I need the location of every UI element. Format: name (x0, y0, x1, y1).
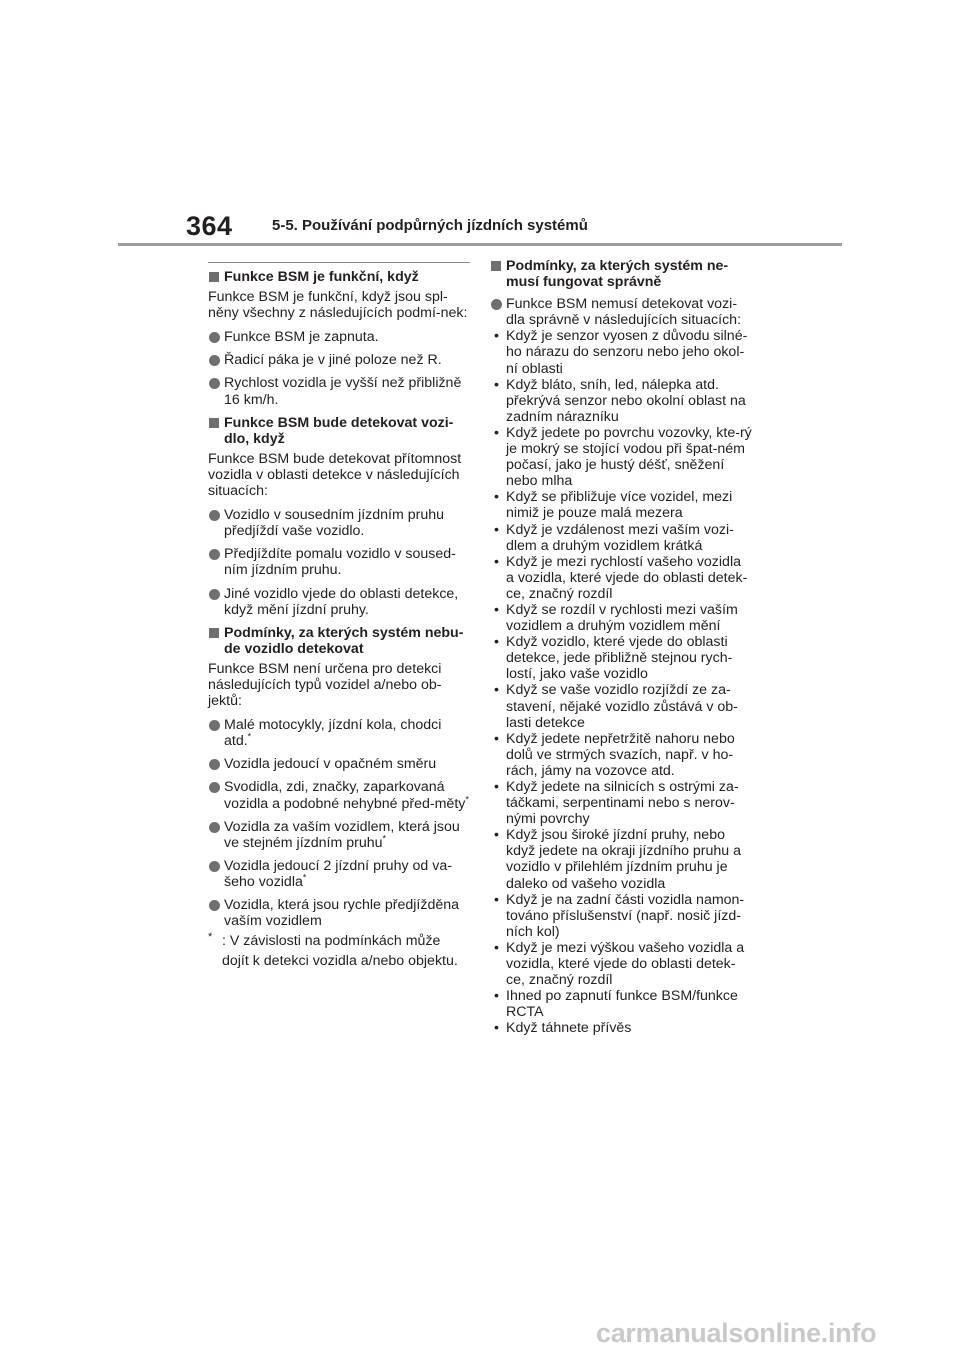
sub-item-text: Když se přibližuje více vozidel, mezi nimiž je pouze malá mezera (506, 489, 733, 522)
sub-item-text: Když je mezi rychlostí vašeho vozidla a vozidla, které vjede do oblasti detek-ce, značný rozdíl (506, 553, 748, 602)
footnote-text: : V závislosti na podmínkách může dojít k detekci vozidla a/nebo objektu. (222, 933, 458, 970)
sub-bullet-mark: • (494, 1020, 499, 1037)
circle-bullet-icon (209, 332, 220, 343)
sub-list-item (490, 489, 752, 521)
section-rule (208, 262, 470, 263)
sub-item-text: Ihned po zapnutí funkce BSM/funkce RCTA (506, 988, 738, 1021)
list-item-text: Funkce BSM je zapnuta. (224, 329, 379, 346)
circle-bullet-icon (209, 355, 220, 366)
sub-item-text: Když jedete nepřetržitě nahoru nebo dolů ve strmých svazích, např. v ho-rách, jámy na vozovce atd. (506, 730, 735, 779)
sub-bullet-mark: • (494, 601, 499, 618)
sub-list-item (490, 522, 752, 554)
square-bullet-icon (209, 628, 219, 638)
list-item-text: Vozidlo v sousedním jízdním pruhu předjíždí vaše vozidlo. (224, 507, 445, 540)
sub-list-item (490, 634, 752, 682)
sub-list-item (490, 425, 752, 489)
list-item-text: Funkce BSM nemusí detekovat vozi-dla správně v následujících situacích: (506, 296, 742, 329)
sub-list-item (490, 377, 752, 425)
circle-bullet-icon (209, 720, 220, 731)
list-item-text: Malé motocykly, jízdní kola, chodci atd. (224, 717, 442, 750)
list-item (208, 329, 470, 345)
list-item-text: Vozidla jedoucí 2 jízdní pruhy od va-šeho vozidla (224, 857, 452, 890)
sub-item-text: Když vozidlo, které vjede do oblasti detekce, jede přibližně stejnou rych-lostí, jako vaše vozidlo (506, 634, 733, 683)
sub-list-item (490, 827, 752, 891)
footnote-mark: * (382, 832, 387, 843)
list-item (208, 858, 470, 890)
list-item (208, 756, 470, 772)
sub-item-text: Když je senzor vyosen z důvodu silné-ho nárazu do senzoru nebo jeho okol-ní oblasti (506, 328, 748, 377)
sub-item-text: Když táhnete přívěs (506, 1020, 632, 1037)
list-item-text: Vozidla jedoucí v opačném směru (224, 756, 437, 773)
list-item-text: Jiné vozidlo vjede do oblasti detekce, když mění jízdní pruhy. (224, 585, 459, 618)
list-item-text: Vozidla za vaším vozidlem, která jsou ve stejném jízdním pruhu (224, 818, 460, 851)
sub-item-text: Když je vzdálenost mezi vaším vozi-dlem a druhým vozidlem krátká (506, 521, 734, 554)
sub-list-item (490, 940, 752, 988)
sub-bullet-mark: • (494, 682, 499, 699)
footnote-mark: * (465, 793, 469, 804)
left-column (208, 262, 470, 971)
square-bullet-icon (209, 418, 219, 428)
circle-bullet-icon (209, 861, 220, 872)
square-bullet-icon (209, 272, 219, 282)
sub-item-text: Když je mezi výškou vašeho vozidla a vozidla, které vjede do oblasti detek-ce, značný rozdíl (506, 939, 745, 989)
list-item (208, 546, 470, 578)
right-column (490, 258, 752, 1037)
running-title: 5-5. Používání podpůrných jízdních systémů (272, 217, 588, 234)
sub-list-item (490, 554, 752, 602)
section-heading-may-not-work (490, 258, 752, 290)
heading-text: Funkce BSM bude detekovat vozi-dlo, když (224, 414, 454, 447)
list-item-text: Řadicí páka je v jiné poloze než R. (224, 352, 442, 369)
section-heading-not-detected (208, 625, 470, 657)
sub-bullet-mark: • (494, 328, 499, 345)
sub-item-text: Když jedete na silnicích s ostrými za-táčkami, serpentinami nebo s nerov-nými povrchy (506, 779, 739, 828)
circle-bullet-icon (209, 782, 220, 793)
footnote-mark: * (208, 931, 213, 944)
sub-bullet-mark: • (494, 988, 499, 1005)
list-item (208, 819, 470, 851)
sub-item-text: Když se rozdíl v rychlosti mezi vaším vozidlem a druhým vozidlem mění (506, 601, 738, 635)
list-item (208, 779, 470, 811)
circle-bullet-icon (209, 510, 220, 521)
heading-text: Podmínky, za kterých systém ne-musí fungovat správně (506, 258, 729, 291)
sub-bullet-mark: • (494, 553, 499, 570)
heading-text: Podmínky, za kterých systém nebu-de vozidlo detekovat (224, 624, 464, 657)
list-item (208, 717, 470, 749)
section-heading-bsm-detects (208, 415, 470, 447)
sub-list-item (490, 988, 752, 1020)
sub-list-item (490, 682, 752, 730)
list-item (208, 897, 470, 929)
circle-bullet-icon (209, 822, 220, 833)
footnote (208, 931, 470, 971)
sub-item-text: Když jedete po povrchu vozovky, kte-rý je mokrý se stojící vodou při špat-ném počasí, jako je hustý déšť, sněžení nebo mlha (506, 424, 752, 490)
sub-list-item (490, 779, 752, 827)
list-item-text: Rychlost vozidla je vyšší než přibližně 16 km/h. (224, 375, 462, 408)
paragraph: Funkce BSM je funkční, když jsou spl-něny všechny z následujících podmí-nek: (208, 289, 468, 322)
sub-list-item (490, 1020, 752, 1036)
sub-list-item (490, 602, 752, 634)
list-item-text: Vozidla, která jsou rychle předjížděna vaším vozidlem (224, 897, 460, 930)
sub-bullet-mark: • (494, 891, 499, 908)
circle-bullet-icon (209, 589, 220, 600)
list-item (208, 507, 470, 539)
sub-list-item (490, 328, 752, 376)
section-heading-bsm-functional (208, 269, 470, 285)
sub-bullet-mark: • (494, 634, 499, 651)
sub-bullet-mark: • (494, 730, 499, 747)
list-item-text: Předjíždíte pomalu vozidlo v soused-ním jízdním pruhu. (224, 546, 456, 579)
sub-bullet-mark: • (494, 489, 499, 506)
sub-item-text: Když je na zadní části vozidla namon-továno příslušenství (např. nosič jízd-ních kol) (506, 891, 745, 940)
heading-text: Funkce BSM je funkční, když (224, 269, 419, 285)
sub-bullet-mark: • (494, 376, 499, 393)
page-number: 364 (186, 211, 233, 241)
watermark-text: carmanualsonline.info (596, 1318, 877, 1348)
paragraph: Funkce BSM není určena pro detekci následujících typů vozidel a/nebo ob-jektů: (208, 660, 442, 710)
footnote-mark: * (247, 731, 252, 742)
list-item (208, 375, 470, 407)
sub-bullet-mark: • (494, 521, 499, 538)
circle-bullet-icon (209, 549, 220, 560)
sub-bullet-mark: • (494, 779, 499, 795)
footnote-mark: * (302, 872, 307, 883)
circle-bullet-icon (491, 299, 502, 310)
sub-bullet-mark: • (494, 424, 499, 441)
sub-list-item (490, 731, 752, 779)
circle-bullet-icon (209, 378, 220, 389)
header-rule (118, 243, 842, 246)
sub-bullet-mark: • (494, 827, 499, 844)
sub-bullet-mark: • (494, 939, 499, 956)
sub-list-item (490, 892, 752, 940)
list-item-text: Svodidla, zdi, značky, zaparkovaná vozidla a podobné nehybné před-měty (224, 779, 466, 812)
circle-bullet-icon (209, 759, 220, 770)
circle-bullet-icon (209, 900, 220, 911)
list-item (208, 586, 470, 618)
sub-item-text: Když se vaše vozidlo rozjíždí ze za-stavení, nějaké vozidlo zůstává v ob-lasti detekce (506, 682, 738, 731)
paragraph: Funkce BSM bude detekovat přítomnost vozidla v oblasti detekce v následujících situacích: (208, 450, 462, 500)
sub-item-text: Když jsou široké jízdní pruhy, nebo když jedete na okraji jízdního pruhu a vozidlo v přilehlém jízdním pruhu je daleko od vašeho vozidla (506, 827, 742, 892)
sub-item-text: Když bláto, sníh, led, nálepka atd. překrývá senzor nebo okolní oblast na zadním nárazníku (506, 376, 746, 425)
square-bullet-icon (491, 261, 501, 271)
list-item (490, 296, 752, 328)
list-item (208, 352, 470, 368)
